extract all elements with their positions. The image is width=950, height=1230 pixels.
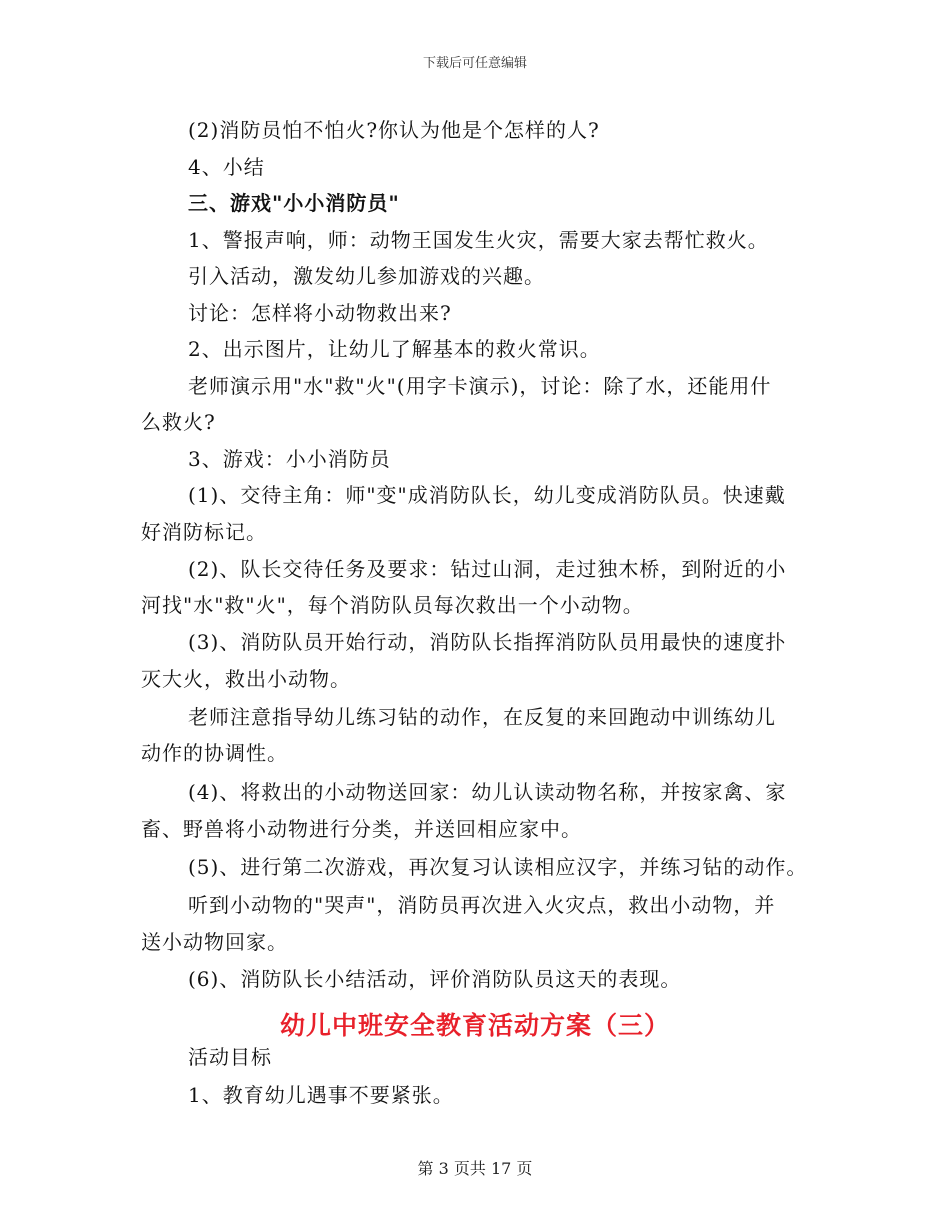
- page-header: 下载后可任意编辑: [422, 56, 527, 71]
- paragraph-line: 1、教育幼儿遇事不要紧张。: [188, 1083, 454, 1107]
- paragraph-line: (3)、消防队员开始行动，消防队长指挥消防队员用最快的速度扑: [188, 630, 787, 654]
- paragraph-line: 引入活动，激发幼儿参加游戏的兴趣。: [188, 264, 545, 288]
- paragraph-line: 送小动物回家。: [141, 930, 288, 954]
- paragraph-line: (6)、消防队长小结活动，评价消防队员这天的表现。: [188, 967, 682, 991]
- paragraph-line: 畜、野兽将小动物进行分类，并送回相应家中。: [141, 817, 582, 841]
- paragraph-line: 老师演示用"水"救"火"(用字卡演示)，讨论：除了水，还能用什: [188, 374, 772, 398]
- paragraph-line: 讨论：怎样将小动物救出来?: [188, 301, 452, 325]
- paragraph-line: 2、出示图片，让幼儿了解基本的救火常识。: [188, 337, 601, 361]
- paragraph-line: 河找"水"救"火"，每个消防队员每次救出一个小动物。: [141, 593, 644, 617]
- paragraph-line: 么救火?: [141, 410, 216, 434]
- paragraph-line: 好消防标记。: [141, 520, 267, 544]
- paragraph-line: 4、小结: [188, 155, 265, 179]
- section-title: 幼儿中班安全教育活动方案（三）: [279, 1011, 670, 1040]
- paragraph-line: (4)、将救出的小动物送回家：幼儿认读动物名称，并按家禽、家: [188, 780, 787, 804]
- paragraph-line: (2)、队长交待任务及要求：钻过山洞，走过独木桥，到附近的小: [188, 557, 787, 581]
- paragraph-line: 3、游戏：小小消防员: [188, 447, 391, 471]
- paragraph-line: (5)、进行第二次游戏，再次复习认读相应汉字，并练习钻的动作。: [188, 855, 808, 879]
- paragraph-line: 活动目标: [188, 1045, 272, 1069]
- paragraph-line: 老师注意指导幼儿练习钻的动作，在反复的来回跑动中训练幼儿: [188, 705, 776, 729]
- paragraph-line: 1、警报声响，师：动物王国发生火灾，需要大家去帮忙救火。: [188, 228, 769, 252]
- paragraph-line: 听到小动物的"哭声"，消防员再次进入火灾点，救出小动物，并: [188, 893, 776, 917]
- section-heading: 三、游戏"小小消防员": [188, 191, 400, 215]
- paragraph-line: 动作的协调性。: [141, 741, 288, 765]
- paragraph-line: 灭大火，救出小动物。: [141, 667, 351, 691]
- paragraph-line: (1)、交待主角：师"变"成消防队长，幼儿变成消防队员。快速戴: [188, 483, 786, 507]
- paragraph-line: (2)消防员怕不怕火?你认为他是个怎样的人?: [188, 118, 600, 142]
- page-footer: 第 3 页共 17 页: [417, 1159, 533, 1178]
